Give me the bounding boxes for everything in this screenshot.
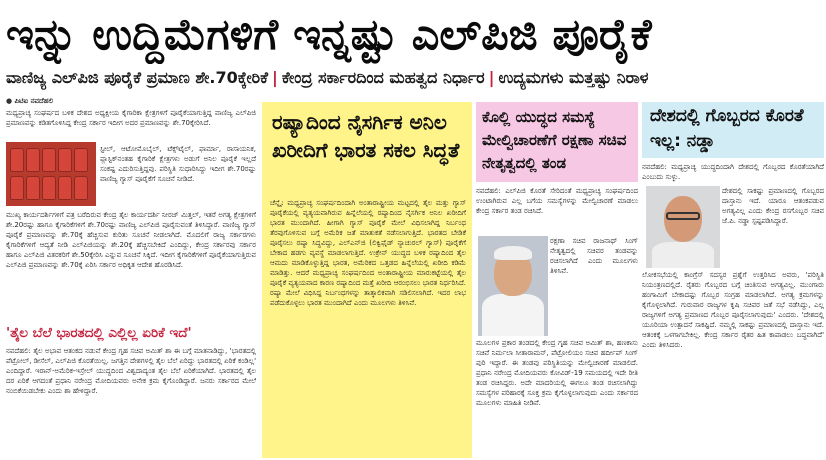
rajnath-singh-photo	[478, 236, 548, 336]
article-paragraph: ಮಧ್ಯಪ್ರಾಚ್ಯ ಸಂಘರ್ಷದ ಬಳಿಕ ದೇಶದ ಅಧ್ಯಕ್ಷೀಯ ಕೈಗಾರಿಕಾ ಕ್ಷೇತ್ರಗಳಿಗೆ ಪೂರೈಕೆಯಾಗುತ್ತಿದ್ದ ವಾಣಿಜ್ಯ ಎಲ್‌ಪಿಜಿ ಪ್ರಮಾಣವನ್ನು ಕಡಿತಗೊಳಿಸಿದ್ದ ಕೇಂದ್ರ ಸರ್ಕಾರ ಇದೀಗ ಅದರ ಪ್ರಮಾಣವನ್ನು ಶೇ.70ಕ್ಕೇರಿಸಿದೆ.	[6, 109, 256, 127]
main-article-column	[6, 96, 256, 458]
article-paragraph: ನವದೆಹಲಿ: ಎಲ್‌ಪಿಜಿ ಕೊರತೆ ಸೇರಿದಂತೆ ಮಧ್ಯಪ್ರಾಚ್ಯ ಸಂಘರ್ಷದಿಂದ ಉಂಟಾಗಿರುವ ಎಲ್ಲ ಬಗೆಯ ಸಮಸ್ಯೆಗಳನ್ನು ಮೇಲ್ವಿಚಾರಣೆ ಮಾಡಲು ಕೇಂದ್ರ ಸರ್ಕಾರ ತಂಡ ರಚಿಸಿದೆ.	[476, 187, 638, 215]
article-paragraph: ಚೆನ್ನೈ: ಮಧ್ಯಪ್ರಾಚ್ಯ ಸಂಘರ್ಷದಿಂದಾಗಿ ಅಂತಾರಾಷ್ಟ್ರೀಯ ಮಟ್ಟದಲ್ಲಿ ತೈಲ ಮತ್ತು ಗ್ಯಾಸ್ ಪೂರೈಕೆಯಲ್ಲಿ ವ್ಯತ್ಯಯವಾಗಿರುವ ಹಿನ್ನೆಲೆಯಲ್ಲಿ ರಷ್ಯಾದಿಂದ ನೈಸರ್ಗಿಕ ಅನಿಲ ಖರೀದಿಗೆ ಭಾರತ ಮುಂದಾಗಿದೆ. ಹೀಗಾಗಿ ಗ್ಯಾಸ್ ಪೂರೈಕೆ ಮೇಲೆ ವಿಧಿಸಲಾಗಿದ್ದ ನಿರ್ಬಂಧ ತೆರವುಗೊಳಿಸುವ ಬಗ್ಗೆ ಅಮೆರಿಕ ಜತೆ ಮಾತುಕತೆ ನಡೆಸಲಾಗುತ್ತಿದೆ. ಭಾರತದ ಬೇಡಿಕೆ ಪೂರೈಸಲು ರಷ್ಯಾ ಸಿದ್ಧವಿದ್ದು, ಎಲ್‌ಎನ್‌ಜಿ (ಲಿಕ್ವಿಫೈಡ್ ನ್ಯಾಚುರಲ್ ಗ್ಯಾಸ್) ಪೂರೈಕೆಗೆ ಬೇಕಾದ ಹಡಗು ವ್ಯವಸ್ಥೆ ಮಾಡಲಾಗುತ್ತಿದೆ. ಉಕ್ರೇನ್ ಯುದ್ಧದ ಬಳಿಕ ರಷ್ಯಾದಿಂದ ತೈಲ ಆಮದು ಮಾಡಿಕೊಳ್ಳುತ್ತಿದ್ದ ಭಾರತ, ಅಮೆರಿಕದ ಒತ್ತಡದ ಹಿನ್ನೆಲೆಯಲ್ಲಿ ಖರೀದಿ ಕಡಿಮೆ ಮಾಡಿತ್ತು. ಆದರೆ ಮಧ್ಯಪ್ರಾಚ್ಯ ಸಂಘರ್ಷದಿಂದ ಅಂತಾರಾಷ್ಟ್ರೀಯ ಮಾರುಕಟ್ಟೆಯಲ್ಲಿ ತೈಲ ಪೂರೈಕೆ ವ್ಯತ್ಯಯವಾದ ಕಾರಣ ರಷ್ಯಾದಿಂದ ಮತ್ತೆ ಖರೀದಿ ಆರಂಭಿಸಲು ಭಾರತ ನಿರ್ಧರಿಸಿದೆ. ರಷ್ಯಾ ಮೇಲೆ ವಿಧಿಸಿದ್ದ ನಿರ್ಬಂಧಗಳನ್ನು ತಾತ್ಕಾಲಿಕವಾಗಿ ಸಡಿಲಿಸಲಾಗಿದೆ. ಇದರ ಲಾಭ ಪಡೆದುಕೊಳ್ಳಲು ಭಾರತ ಮುಂದಾಗಿದೆ ಎಂದು ಮೂಲಗಳು ತಿಳಿಸಿವೆ.	[270, 199, 466, 307]
deck-part-2: ಕೇಂದ್ರ ಸರ್ಕಾರದಿಂದ ಮಹತ್ವದ ನಿರ್ಧಾರ	[281, 68, 485, 87]
gulf-war-headline: ಕೊಲ್ಲಿ ಯುದ್ಧದ ಸಮಸ್ಯೆ ಮೇಲ್ವಿಚಾರಣೆಗೆ ರಕ್ಷಣಾ ಸಚಿವ ನೇತೃತ್ವದಲ್ಲಿ ತಂಡ	[482, 108, 627, 172]
article-paragraph: ನವದೆಹಲಿ: ಮಧ್ಯಪ್ರಾಚ್ಯ ಯುದ್ಧದಿಂದಾಗಿ ದೇಶದಲ್ಲಿ ಗೊಬ್ಬರದ ಕೊರತೆಯಾಗಿದೆ ಎಂಬುದು ಸುಳ್ಳು.	[642, 163, 824, 181]
article-paragraph: ಮೂಲಗಳ ಪ್ರಕಾರ ತಂಡದಲ್ಲಿ ಕೇಂದ್ರ ಗೃಹ ಸಚಿವ ಅಮಿತ್ ಶಾ, ಹಣಕಾಸು ಸಚಿವೆ ನಿರ್ಮಲಾ ಸೀತಾರಾಮನ್, ಪೆಟ್ರೋಲಿಯಂ ಸಚಿವ ಹರ್ದೀಪ್ ಸಿಂಗ್ ಪುರಿ ಇದ್ದಾರೆ. ಈ ತಂಡವು ಪರಿಸ್ಥಿತಿಯನ್ನು ಮೇಲ್ವಿಚಾರಣೆ ಮಾಡಲಿದೆ. ಪ್ರಧಾನಿ ನರೇಂದ್ರ ಮೋದಿಯವರು ಕೋವಿಡ್-19 ಸಮಯದಲ್ಲಿ ಇದೇ ರೀತಿ ತಂಡ ರಚಿಸಿದ್ದರು. ಅದೇ ಮಾದರಿಯಲ್ಲಿ ಈಗಲೂ ತಂಡ ರಚಿಸಲಾಗಿದ್ದು ಸಮಸ್ಯೆಗಳ ಪರಿಹಾರಕ್ಕೆ ಸೂಕ್ತ ಕ್ರಮ ಕೈಗೊಳ್ಳಲಾಗುವುದು ಎಂದು ಸರ್ಕಾರದ ಮೂಲಗಳು ಮಾಹಿತಿ ನೀಡಿವೆ.	[476, 339, 638, 407]
article-paragraph: ನವದೆಹಲಿ: ತೈಲ ಅಭಾವ ಆತಂಕದ ನಡುವೆ ಕೇಂದ್ರ ಗೃಹ ಸಚಿವ ಅಮಿತ್ ಶಾ ಈ ಬಗ್ಗೆ ಮಾತನಾಡಿದ್ದು, 'ಭಾರತದಲ್ಲಿ ಪೆಟ್ರೋಲ್, ಡೀಸೆಲ್, ಎಲ್‌ಪಿಜಿ ಕೊರತೆಯಿಲ್ಲ. ಜಗತ್ತಿನ ದೇಶಗಳಲ್ಲಿ ತೈಲ ಬೆಲೆ ಏರಿದ್ದು ಭಾರತದಲ್ಲಿ ಏರಿಕೆ ಕಂಡಿಲ್ಲ' ಎಂದಿದ್ದಾರೆ. ಇರಾನ್-ಅಮೆರಿಕ-ಇಸ್ರೇಲ್ ಯುದ್ಧದಿಂದ ವಿಶ್ವದಾದ್ಯಂತ ತೈಲ ಬೆಲೆ ಏರಿಕೆಯಾಗಿದೆ. ಭಾರತದಲ್ಲಿ ತೈಲ ದರ ಏರಿಕೆ ಆಗದಂತೆ ಪ್ರಧಾನಿ ನರೇಂದ್ರ ಮೋದಿಯವರು ಅನೇಕ ಕ್ರಮ ಕೈಗೊಂಡಿದ್ದಾರೆ. ಜನರು ಸರ್ಕಾರದ ಮೇಲೆ ನಂಬಿಕೆಯಿಡಬೇಕು ಎಂದು ಶಾ ಹೇಳಿದ್ದಾರೆ.	[6, 347, 256, 395]
deck-part-3: ಉದ್ಯಮಗಳು ಮತ್ತಷ್ಟು ನಿರಾಳ	[498, 68, 649, 87]
jp-nadda-photo	[646, 186, 720, 268]
article-byline: ● ಪಿಟಿಐ ನವದೆಹಲಿ	[6, 97, 54, 105]
gulf-war-team-article	[476, 102, 638, 458]
article-paragraph: ಲೋಕಸಭೆಯಲ್ಲಿ ಕಾಂಗ್ರೆಸ್ ಸದಸ್ಯರ ಪ್ರಶ್ನೆಗೆ ಉತ್ತರಿಸಿದ ಅವರು, 'ಪರಿಸ್ಥಿತಿ ನಿಯಂತ್ರಣದಲ್ಲಿದೆ. ರೈತರು ಗೊಬ್ಬರದ ಬಗ್ಗೆ ಚಿಂತಿಸುವ ಅಗತ್ಯವಿಲ್ಲ. ಮುಂಗಾರು ಹಂಗಾಮಿಗೆ ಬೇಕಾದಷ್ಟು ಗೊಬ್ಬರ ಸಂಗ್ರಹ ಮಾಡಲಾಗಿದೆ. ಅಗತ್ಯ ಕ್ರಮಗಳನ್ನು ಕೈಗೊಳ್ಳಲಾಗಿದೆ. ಗುರುವಾರ ರಾಜ್ಯಗಳ ಕೃಷಿ ಸಚಿವರ ಜತೆ ಸಭೆ ನಡೆಸಿದ್ದು, ಎಲ್ಲ ರಾಜ್ಯಗಳಿಗೆ ಅಗತ್ಯ ಪ್ರಮಾಣದ ಗೊಬ್ಬರ ಪೂರೈಸಲಾಗುವುದು' ಎಂದರು. 'ದೇಶದಲ್ಲಿ ಯೂರಿಯಾ ಉತ್ಪಾದನೆ ಸಾಕಷ್ಟಿದೆ. ನಮ್ಮಲ್ಲಿ ಸಾಕಷ್ಟು ಪ್ರಮಾಣದಲ್ಲಿ ದಾಸ್ತಾನು ಇದೆ. ಆತಂಕಕ್ಕೆ ಒಳಗಾಗಬೇಕಿಲ್ಲ. ಕೇಂದ್ರ ಸರ್ಕಾರ ರೈತರ ಹಿತ ಕಾಪಾಡಲು ಬದ್ಧವಾಗಿದೆ' ಎಂದು ತಿಳಿಸಿದರು.	[642, 271, 824, 349]
deck-part-1: ವಾಣಿಜ್ಯ ಎಲ್‌ಪಿಜಿ ಪೂರೈಕೆ ಪ್ರಮಾಣ ಶೇ.70ಕ್ಕೇರಿಕೆ	[6, 68, 268, 87]
lpg-cylinders-photo	[6, 142, 96, 206]
fertilizer-headline: ದೇಶದಲ್ಲಿ ಗೊಬ್ಬರದ ಕೊರತೆ ಇಲ್ಲ: ನಡ್ಡಾ	[650, 106, 804, 151]
article-paragraph: ದೇಶದಲ್ಲಿ ಸಾಕಷ್ಟು ಪ್ರಮಾಣದಲ್ಲಿ ಗೊಬ್ಬರದ ದಾಸ್ತಾನು ಇದೆ. ಯಾರೂ ಆತಂಕಪಡುವ ಅಗತ್ಯವಿಲ್ಲ ಎಂದು ಕೇಂದ್ರ ರಸಗೊಬ್ಬರ ಸಚಿವ ಜೆ.ಪಿ. ನಡ್ಡಾ ಸ್ಪಷ್ಟಪಡಿಸಿದ್ದಾರೆ.	[722, 187, 824, 225]
article-paragraph: ರಕ್ಷಣಾ ಸಚಿವ ರಾಜನಾಥ್ ಸಿಂಗ್ ನೇತೃತ್ವದಲ್ಲಿ ಸಚಿವರ ತಂಡವನ್ನು ರಚಿಸಲಾಗಿದೆ ಎಂದು ಮೂಲಗಳು ತಿಳಿಸಿವೆ.	[550, 237, 638, 275]
deck-separator: |	[271, 68, 278, 87]
article-paragraph: ಸ್ಟೀಲ್, ಆಟೋಮೊಬೈಲ್, ಟೆಕ್ಸ್‌ಟೈಲ್, ಫಾರ್ಮಾ, ರಾಸಾಯನಿಕ, ಪ್ಲಾಸ್ಟಿಕ್‌ನಂತಹ ಕೈಗಾರಿಕೆ ಕ್ಷೇತ್ರಗಳು ಅಡುಗೆ ಅನಿಲ ಪೂರೈಕೆ ಇಲ್ಲದೆ ಸಂಕಷ್ಟ ಎದುರಿಸುತ್ತಿದ್ದವು. ಪರಿಸ್ಥಿತಿ ಸುಧಾರಿಸಿದ್ದು ಇದೀಗ ಶೇ.70ರಷ್ಟು ವಾಣಿಜ್ಯ ಗ್ಯಾಸ್ ಪೂರೈಕೆಗೆ ಸೂಚನೆ ನೀಡಿದೆ.	[100, 145, 256, 183]
deck-separator: |	[488, 68, 495, 87]
fertilizer-article	[642, 102, 824, 458]
oil-price-subhead: 'ತೈಲ ಬೆಲೆ ಭಾರತದಲ್ಲಿ ಎಲ್ಲಿಲ್ಲ ಏರಿಕೆ ಇದೆ'	[6, 325, 192, 341]
russia-gas-headline: ರಷ್ಯಾದಿಂದ ನೈಸರ್ಗಿಕ ಅನಿಲ ಖರೀದಿಗೆ ಭಾರತ ಸಕಲ ಸಿದ್ಧತೆ	[272, 110, 460, 162]
main-headline: ಇನ್ನು ಉದ್ದಿಮೆಗಳಿಗೆ ಇನ್ನಷ್ಟು ಎಲ್‌ಪಿಜಿ ಪೂರೈಕೆ	[6, 10, 652, 60]
russia-gas-article	[262, 102, 472, 458]
article-paragraph: ಮುಖ್ಯ ಕಾರ್ಯದರ್ಶಿಗಳಿಗೆ ಪತ್ರ ಬರೆದಿರುವ ಕೇಂದ್ರ ತೈಲ ಕಾರ್ಯದರ್ಶಿ ನೀರಜ್ ಮಿತ್ತಲ್, ಇತರೆ ಅಗತ್ಯ ಕ್ಷೇತ್ರಗಳಿಗೆ ಶೇ.20ರಷ್ಟು ಹಾಗೂ ಕೈಗಾರಿಕೆಗಳಿಗೆ ಶೇ.70ರಷ್ಟು ವಾಣಿಜ್ಯ ಎಲ್‌ಪಿಜಿ ಪೂರೈಸುವಂತೆ ತಿಳಿಸಿದ್ದಾರೆ. ವಾಣಿಜ್ಯ ಗ್ಯಾಸ್ ಪೂರೈಕೆ ಪ್ರಮಾಣವನ್ನು ಶೇ.70ಕ್ಕೆ ಹೆಚ್ಚಿಸುವ ಕುರಿತು ಸೂಚನೆ ನೀಡಲಾಗಿದೆ. ಮೊದಲಿಗೆ ರಾಜ್ಯ ಸರ್ಕಾರಗಳು ಕೈಗಾರಿಕೆಗಳಿಗೆ ಆದ್ಯತೆ ನೀಡಿ ಎಲ್‌ಪಿಜಿಯನ್ನು ಶೇ.20ಕ್ಕೆ ಹೆಚ್ಚಿಸಬೇಕಿದೆ ಎಂದಿದ್ದು, ಕೇಂದ್ರ ಸರ್ಕಾರವು ಸರ್ಕಾರ ಹಾಗೂ ಎಲ್‌ಪಿಜಿ ವಿತರಕರಿಗೆ ಶೇ.50ಕ್ಕೇರಿಸಿ ಎನ್ನುವ ಸೂಚನೆ ಸಿಕ್ಕಿದೆ. ಇದೀಗ ಕೈಗಾರಿಕೆಗಳಿಗೆ ಪೂರೈಕೆಯಾಗುತ್ತಿರುವ ಎಲ್‌ಪಿಜಿ ಪ್ರಮಾಣವನ್ನು ಶೇ.70ಕ್ಕೆ ಏರಿಸಿ ಸರ್ಕಾರ ಅಧಿಕೃತ ಆದೇಶ ಹೊರಡಿಸಿದೆ.	[6, 211, 256, 269]
subheadline-deck	[6, 66, 820, 90]
